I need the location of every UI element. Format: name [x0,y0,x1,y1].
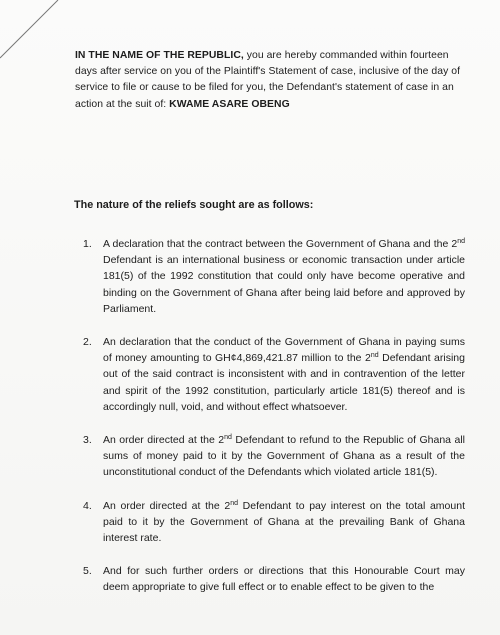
relief-text: An order directed at the 2 [103,434,225,447]
relief-number: 4. [83,499,92,512]
relief-number: 1. [83,238,92,250]
relief-superscript: nd [224,434,232,442]
relief-text-cont: Defendant to pay interest on the total amount paid to it by the Government of Ghana at the prevailing Bank of Ghana interest rate. [103,499,465,545]
reliefs-list [83,236,465,613]
relief-text-cont: Defendant arising out of the said contract is inconsistent with and in contravention of the letter and spirit of the 1992 constitution, particularly article 181(5) thereof and is accordingly null, void, and without effect whatsoever. [103,352,465,413]
relief-item [83,498,465,547]
plaintiff-name: KWAME ASARE OBENG [169,98,290,110]
summons-lead: IN THE NAME OF THE REPUBLIC, [75,50,244,61]
relief-item [83,236,465,317]
relief-item [83,563,465,595]
relief-number: 3. [83,434,92,447]
relief-superscript: nd [457,238,465,245]
relief-item [83,432,465,481]
relief-number: 2. [83,336,92,349]
relief-text: A declaration that the contract between the Government of Ghana and the 2 [103,238,458,250]
relief-text-cont: Defendant is an international business or economic transaction under article 181(5) of the 1992 constitution that could only have become operative and binding on the Government of Ghana after being laid before and approved by Parliament. [103,254,465,315]
relief-text: An declaration that the conduct of the Government of Ghana in paying sums of money amounting to GH¢4,869,421.87 million to the 2 [103,336,465,365]
page-corner-fold [0,0,70,70]
summons-body: you are hereby commanded within fourteen days after service on you of the Plaintiff's Statement of case, inclusive of the day of service to file or cause to be filed for you, the Defendant's statement of case in an action at the suit of: [75,50,461,110]
relief-item [83,334,465,415]
relief-number: 5. [83,565,92,578]
relief-superscript: nd [370,352,379,360]
reliefs-heading: The nature of the reliefs sought are as follows: [74,199,314,211]
relief-text-cont: Defendant to refund to the Republic of Ghana all sums of money paid to it by the Government of Ghana as a result of the unconstitutional conduct of the Defendants which violated article 181(5). [103,434,465,479]
relief-superscript: nd [230,499,238,507]
summons-paragraph [75,48,461,113]
relief-text: An order directed at the 2 [103,499,231,512]
relief-text: And for such further orders or directions that this Honourable Court may deem appropriate to give full effect or to enable effect to be given to the [103,565,465,594]
